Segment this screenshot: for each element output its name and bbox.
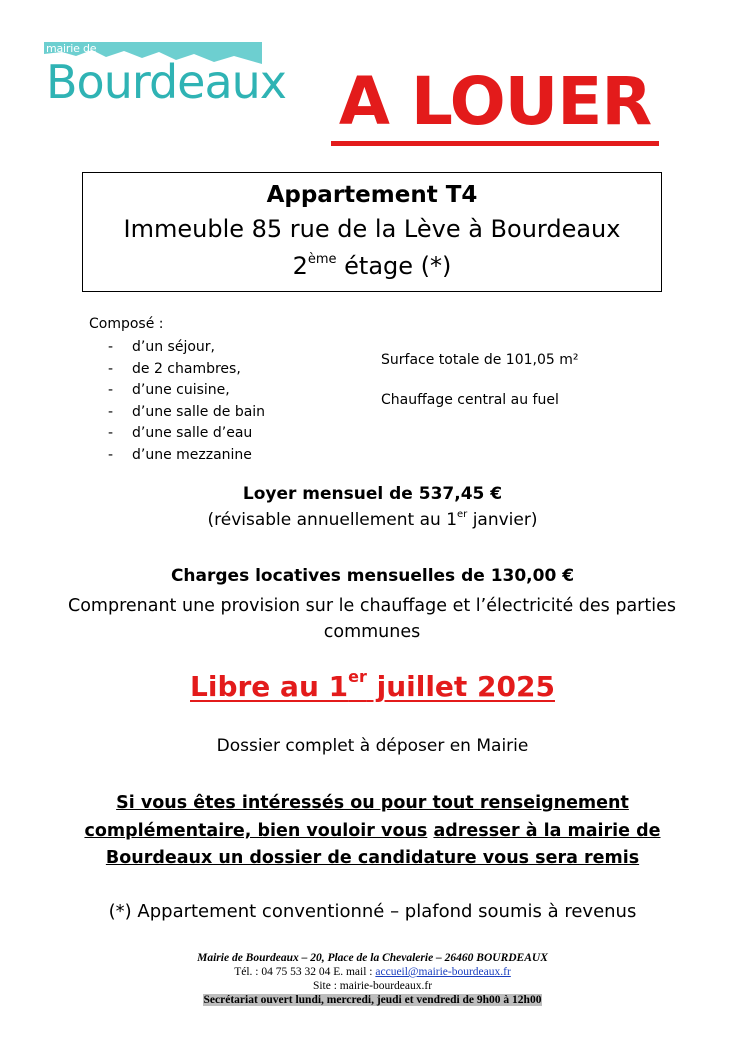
footer-hours: Secrétariat ouvert lundi, mercredi, jeudi et vendredi de 9h00 à 12h00 bbox=[203, 994, 542, 1006]
heating-info: Chauffage central au fuel bbox=[381, 392, 559, 408]
footnote: (*) Appartement conventionné – plafond soumis à revenus bbox=[108, 901, 637, 922]
rent-title: Loyer mensuel de 537,45 € bbox=[242, 484, 503, 504]
listing-title-box bbox=[82, 172, 662, 292]
surface-info: Surface totale de 101,05 m² bbox=[381, 352, 579, 368]
email-link[interactable]: accueil@mairie-bourdeaux.fr bbox=[375, 966, 511, 978]
apartment-floor: 2ème étage (*) bbox=[292, 252, 452, 280]
list-item: - d’une mezzanine bbox=[108, 445, 265, 467]
contact-instructions bbox=[0, 790, 745, 873]
contact-line-2a: complémentaire, bien vouloir vous bbox=[84, 820, 428, 841]
availability-date: Libre au 1er juillet 2025 bbox=[190, 667, 555, 703]
logo-subtitle: mairie de bbox=[46, 42, 97, 55]
contact-line-2b: adresser à la mairie de bbox=[433, 820, 661, 841]
list-item: - d’un séjour, bbox=[108, 337, 265, 359]
composition-list bbox=[108, 337, 265, 466]
composition-label: Composé : bbox=[89, 316, 164, 332]
charges-note: Comprenant une provision sur le chauffage et l’électricité des parties communes bbox=[67, 596, 676, 642]
footer-address: Mairie de Bourdeaux – 20, Place de la Chevalerie – 26460 BOURDEAUX bbox=[197, 952, 548, 964]
footer-contact: Tél. : 04 75 53 32 04 E. mail : accueil@mairie-bourdeaux.fr bbox=[234, 966, 511, 978]
charges-title: Charges locatives mensuelles de 130,00 € bbox=[170, 566, 575, 586]
list-item: - d’une cuisine, bbox=[108, 380, 265, 402]
title-underline bbox=[331, 141, 659, 146]
logo-title: Bourdeaux bbox=[46, 55, 287, 109]
footer-site: Site : mairie-bourdeaux.fr bbox=[312, 980, 433, 992]
apartment-type: Appartement T4 bbox=[266, 182, 478, 208]
dossier-instruction: Dossier complet à déposer en Mairie bbox=[216, 736, 529, 756]
contact-line-1: Si vous êtes intéressés ou pour tout renseignement bbox=[116, 793, 629, 813]
list-item: - d’une salle d’eau bbox=[108, 423, 265, 445]
mairie-logo bbox=[44, 42, 287, 110]
apartment-address: Immeuble 85 rue de la Lève à Bourdeaux bbox=[123, 215, 621, 243]
list-item: - d’une salle de bain bbox=[108, 402, 265, 424]
page-title: A LOUER bbox=[338, 63, 652, 140]
rent-note: (révisable annuellement au 1er janvier) bbox=[207, 509, 538, 530]
contact-line-3: Bourdeaux un dossier de candidature vous sera remis bbox=[105, 848, 640, 868]
list-item: - de 2 chambres, bbox=[108, 359, 265, 381]
